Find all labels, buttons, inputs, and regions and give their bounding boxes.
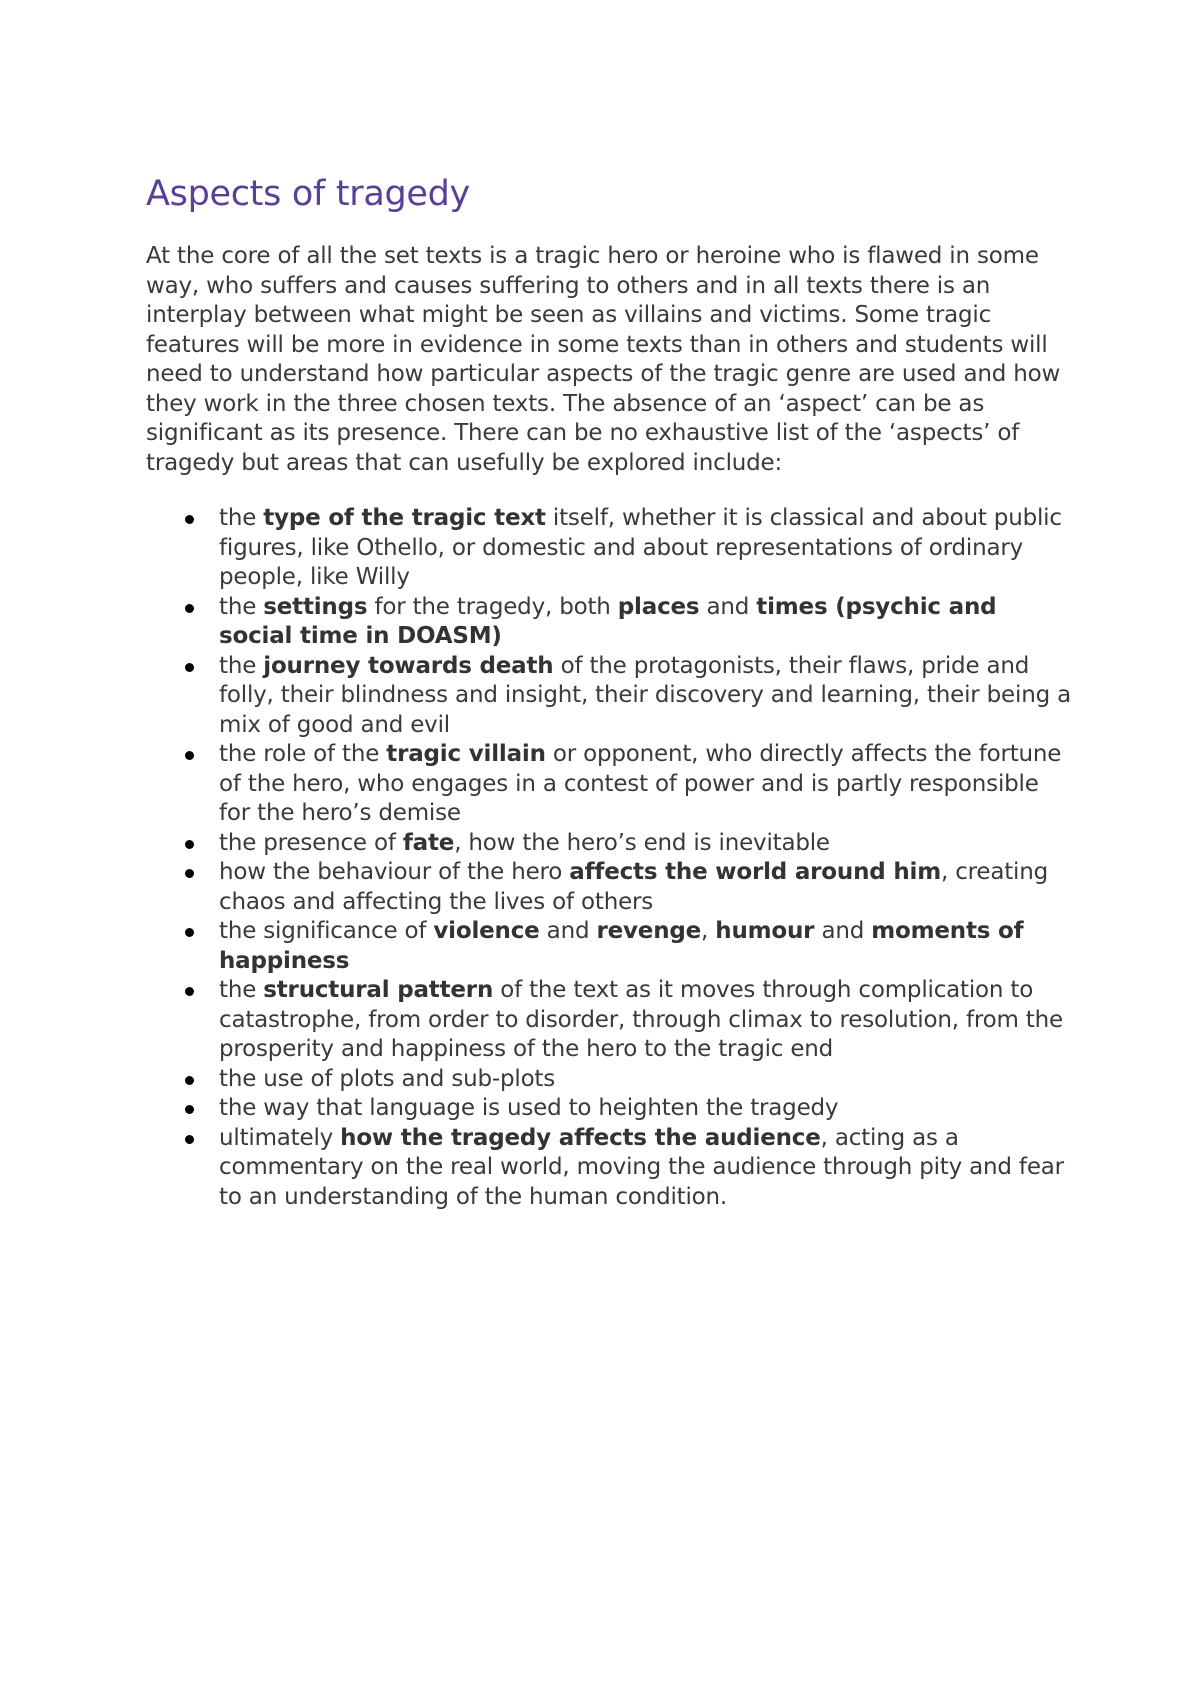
emphasized-text: moments of happiness (219, 918, 1024, 974)
list-item-text (219, 859, 1048, 915)
list-item-text (219, 653, 1071, 738)
intro-paragraph: At the core of all the set texts is a tragic hero or heroine who is flawed in some way, who suffers and causes suffering to others and in all texts there is an interplay between what might be seen as villains and victims. Some tragic features will be more in evidence in some texts than in others and students will need to understand how particular aspects of the tragic genre are used and how they work in the three chosen texts. The absence of an ‘aspect’ can be as significant as its presence. There can be no exhaustive list of the ‘aspects’ of tragedy but areas that can usefully be explored include: (146, 243, 1061, 476)
list-item-text-run: , how the hero’s end is inevitable (454, 829, 830, 856)
emphasized-text: times (psychic and social time in DOASM) (219, 593, 997, 649)
emphasized-text: settings (263, 593, 368, 620)
emphasized-text: fate (402, 829, 455, 856)
list-item-text-run: , acting as a commentary on the real world, moving the audience through pity and fear to an understanding of the human condition. (219, 1124, 1064, 1210)
bullet-icon (185, 663, 194, 672)
bullet-icon (185, 987, 194, 996)
bullet-icon (185, 869, 194, 878)
emphasized-text: places (617, 593, 700, 620)
list-item (146, 652, 1076, 741)
list-item-text-run: or opponent, who directly affects the fortune of the hero, who engages in a contest of power and is partly responsible for the hero’s demise (219, 741, 1062, 826)
emphasized-text: structural pattern (263, 977, 494, 1003)
list-item-text-run: and (539, 918, 597, 944)
list-item-text (219, 918, 1023, 974)
list-item (146, 593, 1076, 652)
emphasized-text: how the tragedy affects the audience (340, 1124, 821, 1151)
list-item-text-run: the significance of (219, 918, 434, 944)
list-item-text-run: the (219, 505, 264, 531)
list-item (146, 858, 1076, 917)
list-item-text-run: the way that language is used to heighten the tragedy (219, 1095, 839, 1121)
list-item-text (219, 1125, 1064, 1210)
list-item (146, 829, 1076, 859)
list-item-text (219, 594, 996, 650)
emphasized-text: revenge (596, 918, 702, 944)
list-item (146, 504, 1076, 593)
bullet-icon (185, 751, 194, 760)
bullet-icon (185, 515, 194, 524)
emphasized-text: type of the tragic text (263, 505, 546, 531)
list-item-text-run: the (219, 977, 264, 1003)
list-item-text-run: the (219, 652, 264, 679)
list-item-text (219, 830, 830, 856)
list-item (146, 1094, 1076, 1124)
list-item-text-run: and (699, 593, 757, 620)
list-item-text (219, 1066, 555, 1092)
list-item-text-run: the use of plots and sub-plots (219, 1065, 556, 1092)
list-item (146, 917, 1076, 976)
page-title: Aspects of tragedy (146, 174, 470, 214)
bullet-icon (185, 1076, 194, 1085)
list-item-text-run: the presence of (219, 829, 403, 856)
bullet-icon (185, 1135, 194, 1144)
list-item-text-run: and (814, 918, 872, 944)
list-item (146, 1065, 1076, 1095)
list-item-text-run: of the text as it moves through complication to catastrophe, from order to disorder, through climax to resolution, from the prosperity and happiness of the hero to the tragic end (219, 977, 1063, 1062)
list-item-text-run: , creating chaos and affecting the lives of others (219, 859, 1049, 915)
list-item-text-run: how the behaviour of the hero (219, 859, 570, 885)
list-item-text-run: itself, whether it is classical and about public figures, like Othello, or domestic and about representations of ordinary people, like Willy (219, 505, 1062, 590)
bullet-icon (185, 604, 194, 613)
bullet-icon (185, 840, 194, 849)
emphasized-text: tragic villain (386, 741, 546, 767)
list-item-text-run: of the protagonists, their flaws, pride and folly, their blindness and insight, their discovery and learning, their being a mix of good and evil (219, 652, 1071, 738)
bullet-icon (185, 928, 194, 937)
list-item-text-run: the (219, 593, 264, 620)
emphasized-text: journey towards death (263, 652, 554, 679)
list-item-text (219, 1095, 838, 1121)
list-item-text-run: the role of the (219, 741, 387, 767)
list-item (146, 976, 1076, 1065)
list-item (146, 1124, 1076, 1213)
bullet-icon (185, 1105, 194, 1114)
document-page (146, 170, 1076, 1212)
aspects-list (146, 504, 1076, 1212)
list-item-text (219, 505, 1062, 590)
emphasized-text: violence (433, 918, 540, 944)
list-item-text-run: , (701, 918, 716, 944)
emphasized-text: affects the world around him (569, 859, 941, 885)
list-item-text-run: ultimately (219, 1124, 341, 1151)
list-item-text (219, 977, 1063, 1062)
list-item-text (219, 741, 1061, 826)
list-item (146, 740, 1076, 829)
list-item-text-run: for the tragedy, both (367, 593, 618, 620)
emphasized-text: humour (715, 918, 815, 944)
